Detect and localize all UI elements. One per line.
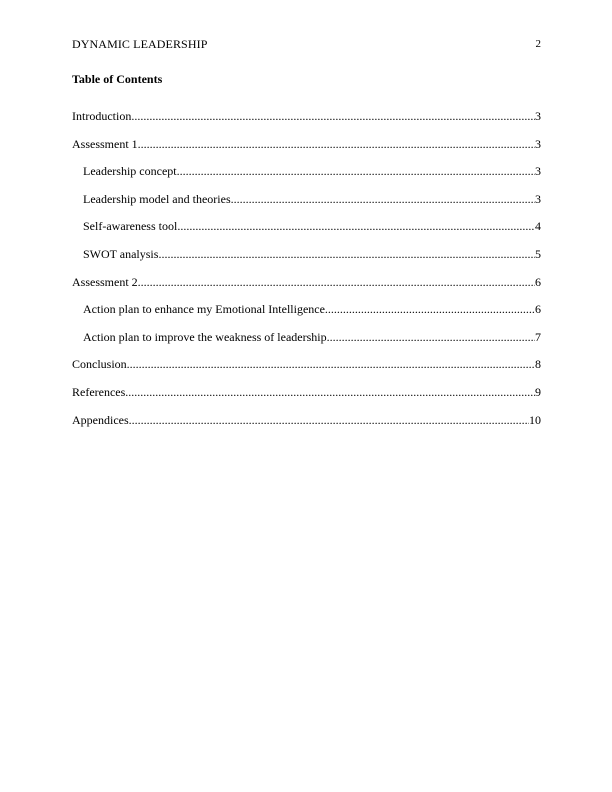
toc-entry-label: Self-awareness tool xyxy=(83,219,178,234)
toc-entry-self-awareness-tool[interactable] xyxy=(72,219,541,247)
dot-leader xyxy=(138,275,535,289)
toc-entry-page: 9 xyxy=(535,384,541,399)
dot-leader xyxy=(158,247,535,261)
toc-entry-page: 3 xyxy=(535,191,541,206)
toc-entry-label: Action plan to enhance my Emotional Intelligence xyxy=(83,302,325,317)
page-number: 2 xyxy=(535,38,541,50)
toc-entry-label: Leadership concept xyxy=(83,164,177,179)
dot-leader xyxy=(138,137,535,151)
toc-entry-label: Leadership model and theories xyxy=(83,191,231,206)
toc-entry-leadership-concept[interactable] xyxy=(72,164,541,192)
toc-entry-action-plan-ei[interactable] xyxy=(72,302,541,330)
toc-entry-page: 3 xyxy=(535,164,541,179)
toc-entry-conclusion[interactable] xyxy=(72,357,541,385)
toc-entry-appendices[interactable] xyxy=(72,413,541,441)
dot-leader xyxy=(231,192,535,206)
toc-entry-swot-analysis[interactable] xyxy=(72,247,541,275)
toc-entry-page: 6 xyxy=(535,274,541,289)
dot-leader xyxy=(131,109,535,123)
toc-entry-page: 6 xyxy=(535,302,541,317)
toc-entry-page: 10 xyxy=(529,412,541,427)
toc-entry-assessment-1[interactable] xyxy=(72,137,541,165)
dot-leader xyxy=(177,164,535,178)
dot-leader xyxy=(325,302,535,316)
running-head: DYNAMIC LEADERSHIP xyxy=(72,37,208,51)
toc-entry-leadership-model[interactable] xyxy=(72,192,541,220)
table-of-contents xyxy=(72,109,541,440)
toc-entry-page: 8 xyxy=(535,357,541,372)
toc-entry-references[interactable] xyxy=(72,385,541,413)
toc-entry-label: Assessment 2 xyxy=(72,274,138,289)
dot-leader xyxy=(327,330,535,344)
toc-entry-page: 4 xyxy=(535,219,541,234)
toc-title: Table of Contents xyxy=(72,72,163,86)
dot-leader xyxy=(125,385,535,399)
toc-entry-page: 7 xyxy=(535,329,541,344)
toc-entry-label: Assessment 1 xyxy=(72,136,138,151)
toc-entry-page: 5 xyxy=(535,246,541,261)
dot-leader xyxy=(127,357,535,371)
toc-entry-assessment-2[interactable] xyxy=(72,275,541,303)
toc-entry-label: Appendices xyxy=(72,412,129,427)
toc-entry-label: Conclusion xyxy=(72,357,127,372)
dot-leader xyxy=(129,413,529,427)
toc-entry-label: Action plan to improve the weakness of leadership xyxy=(83,329,327,344)
toc-entry-action-plan-weakness[interactable] xyxy=(72,330,541,358)
toc-entry-introduction[interactable] xyxy=(72,109,541,137)
toc-entry-label: References xyxy=(72,384,126,399)
dot-leader xyxy=(177,219,535,233)
toc-entry-page: 3 xyxy=(535,109,541,123)
toc-entry-label: SWOT analysis xyxy=(83,246,159,261)
toc-entry-page: 3 xyxy=(535,136,541,151)
toc-entry-label: Introduction xyxy=(72,109,132,123)
